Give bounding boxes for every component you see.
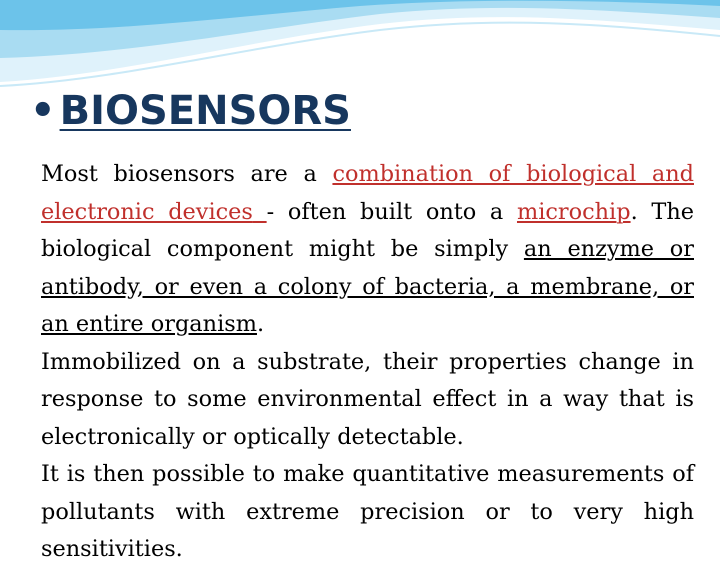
text-run: - often built onto a (266, 198, 517, 225)
bullet-paragraph (26, 344, 694, 457)
bullet-paragraph (26, 156, 694, 344)
text-run: Immobilized on a substrate, their properties change in response to some environmental effect in a way that is electronically or optically detectable. (41, 348, 694, 450)
text-run: Most biosensors are a (41, 161, 333, 187)
highlighted-phrase: combination of biological and electronic devices (41, 161, 694, 225)
underlined-phrase: an enzyme or antibody, or even a colony of bacteria, a membrane, or an entire organism (41, 236, 694, 337)
slide-title (30, 88, 351, 134)
slide-body (26, 156, 694, 569)
title-bullet: • (30, 88, 56, 134)
highlighted-phrase: microchip (516, 198, 631, 225)
text-run: It is then possible to make quantitative measurements of pollutants with extreme precision or to very high sensitivities. (41, 461, 694, 562)
text-run: . The biological component might be simply (41, 198, 694, 262)
title-text: BIOSENSORS (59, 88, 351, 134)
text-run (253, 199, 267, 225)
text-run: . (256, 311, 265, 337)
bullet-paragraph (26, 456, 694, 569)
